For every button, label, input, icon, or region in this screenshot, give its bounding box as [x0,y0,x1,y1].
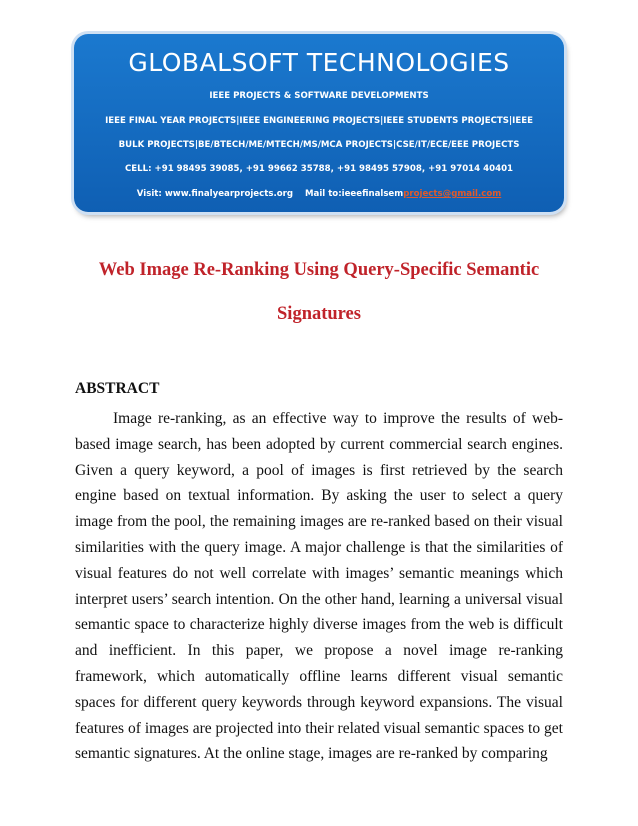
paper-title-line-1: Web Image Re-Ranking Using Query-Specific Semantic [98,260,540,280]
banner-contact-line [74,189,564,199]
banner-bulk-projects-line: BULK PROJECTS|BE/BTECH/ME/MTECH/MS/MCA PROJECTS|CSE/IT/ECE/EEE PROJECTS [118,140,520,150]
abstract-heading: ABSTRACT [75,380,160,397]
banner-website-and-mail: Visit: www.finalyearprojects.org Mail to:ieeefinalsem [136,189,404,199]
banner-projects-line: IEEE FINAL YEAR PROJECTS|IEEE ENGINEERING PROJECTS|IEEE STUDENTS PROJECTS|IEEE [105,116,533,126]
company-banner [74,34,564,212]
abstract-paragraph: Image re-ranking, as an effective way to improve the results of web-based image search, has been adopted by current commercial search engines. Given a query keyword, a pool of images is first retrieved by the search engine based on textual information. By asking the user to select a query image from the pool, the remaining images are re-ranked based on their visual similarities with the query image. A major challenge is that the similarities of visual features do not well correlate with images’ semantic meanings which interpret users’ search intention. On the other hand, learning a universal visual semantic space to characterize highly diverse images from the web is difficult and inefficient. In this paper, we propose a novel image re-ranking framework, which automatically offline learns different visual semantic spaces for different query keywords through keyword expansions. The visual features of images are projected into their related visual semantic spaces to get semantic signatures. At the online stage, images are re-ranked by comparing [75,410,563,763]
abstract-body [75,406,563,767]
banner-phone-numbers: CELL: +91 98495 39085, +91 99662 35788, +91 98495 57908, +91 97014 40401 [124,164,514,174]
company-name: GLOBALSOFT TECHNOLOGIES [128,48,510,77]
paper-title-line-2: Signatures [277,304,361,324]
banner-tagline: IEEE PROJECTS & SOFTWARE DEVELOPMENTS [209,91,429,101]
email-link[interactable]: projects@gmail.com [403,189,502,199]
